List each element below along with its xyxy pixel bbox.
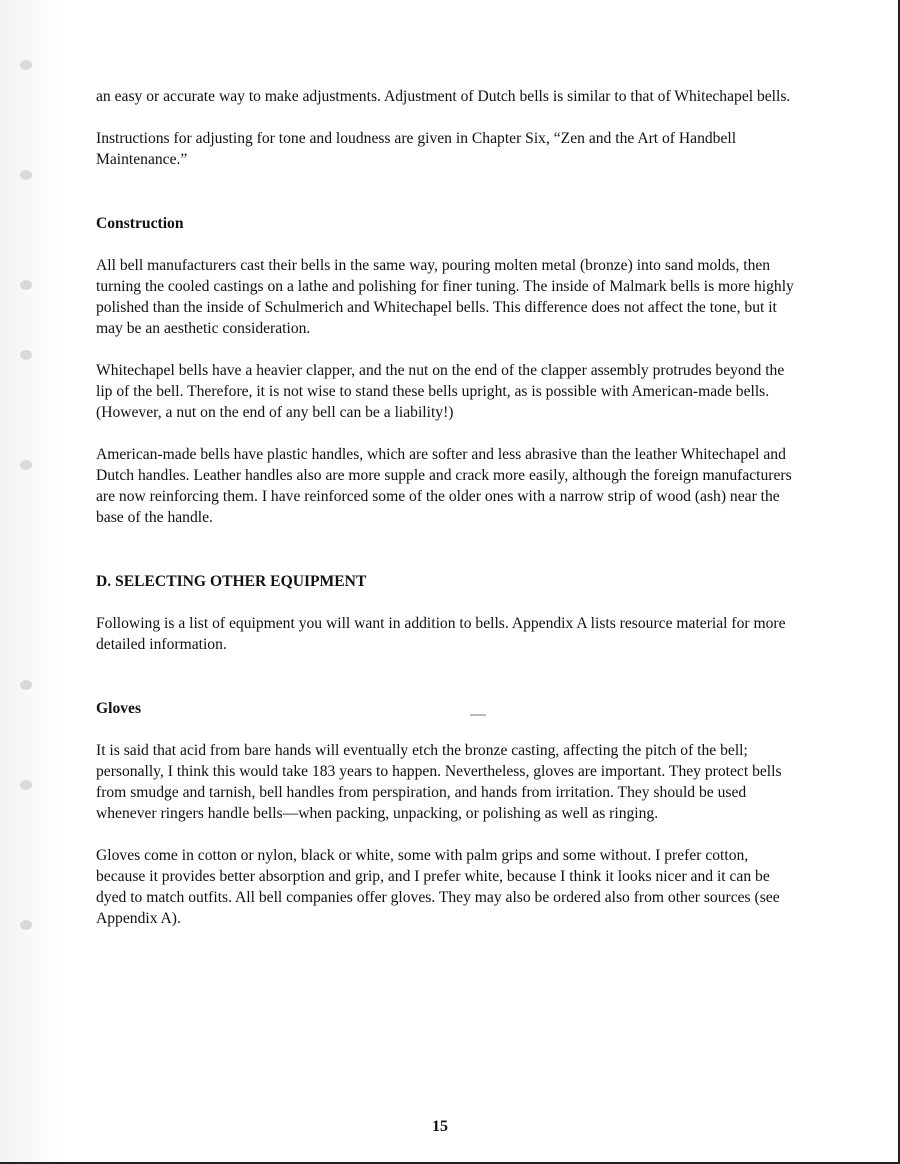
- scan-artifact: [470, 714, 486, 716]
- construction-paragraph-1: All bell manufacturers cast their bells in the same way, pouring molten metal (bronze) into sand molds, then turning the cooled castings on a lathe and polishing for finer tuning. The inside of Malmark bells is more highly polished than the inside of Schulmerich and Whitechapel bells. This difference does not affect the tone, but it may be an aesthetic consideration.: [96, 257, 794, 337]
- construction-paragraph-3: American-made bells have plastic handles, which are softer and less abrasive than the leather Whitechapel and Dutch handles. Leather handles also are more supple and crack more easily, although the foreign manufacturers are now reinforcing them. I have reinforced some of the older ones with a narrow strip of wood (ash) near the base of the handle.: [96, 446, 792, 526]
- paragraph-instructions: Instructions for adjusting for tone and loudness are given in Chapter Six, “Zen and the Art of Handbell Maintenance.”: [96, 130, 737, 168]
- binding-hole: [20, 680, 32, 690]
- binding-hole: [20, 350, 32, 360]
- section-d-paragraph: Following is a list of equipment you will want in addition to bells. Appendix A lists resource material for more detailed information.: [96, 615, 786, 653]
- paragraph-continued: an easy or accurate way to make adjustments. Adjustment of Dutch bells is similar to that of Whitechapel bells.: [96, 88, 791, 105]
- binding-hole: [20, 920, 32, 930]
- binding-hole: [20, 460, 32, 470]
- binding-hole: [20, 280, 32, 290]
- binding-hole: [20, 60, 32, 70]
- gloves-paragraph-2: Gloves come in cotton or nylon, black or white, some with palm grips and some without. I prefer cotton, because it provides better absorption and grip, and I prefer white, because I think it looks nicer and it can be dyed to match outfits. All bell companies offer gloves. They may also be ordered also from other sources (see Appendix A).: [96, 847, 780, 927]
- page-body: [96, 86, 796, 929]
- binding-hole: [20, 170, 32, 180]
- section-d-heading: D. SELECTING OTHER EQUIPMENT: [96, 573, 367, 590]
- gloves-heading: Gloves: [96, 700, 142, 717]
- binding-edge: [0, 0, 60, 1162]
- binding-hole: [20, 780, 32, 790]
- construction-heading: Construction: [96, 215, 184, 232]
- construction-paragraph-2: Whitechapel bells have a heavier clapper, and the nut on the end of the clapper assembly protrudes beyond the lip of the bell. Therefore, it is not wise to stand these bells upright, as is possible with American-made bells. (However, a nut on the end of any bell can be a liability!): [96, 362, 785, 421]
- page-number: 15: [432, 1118, 448, 1135]
- gloves-paragraph-1: It is said that acid from bare hands will eventually etch the bronze casting, affecting the pitch of the bell; personally, I think this would take 183 years to happen. Nevertheless, gloves are important. They protect bells from smudge and tarnish, bell handles from perspiration, and hands from irritation. They should be used whenever ringers handle bells—when packing, unpacking, or polishing as well as ringing.: [96, 742, 782, 822]
